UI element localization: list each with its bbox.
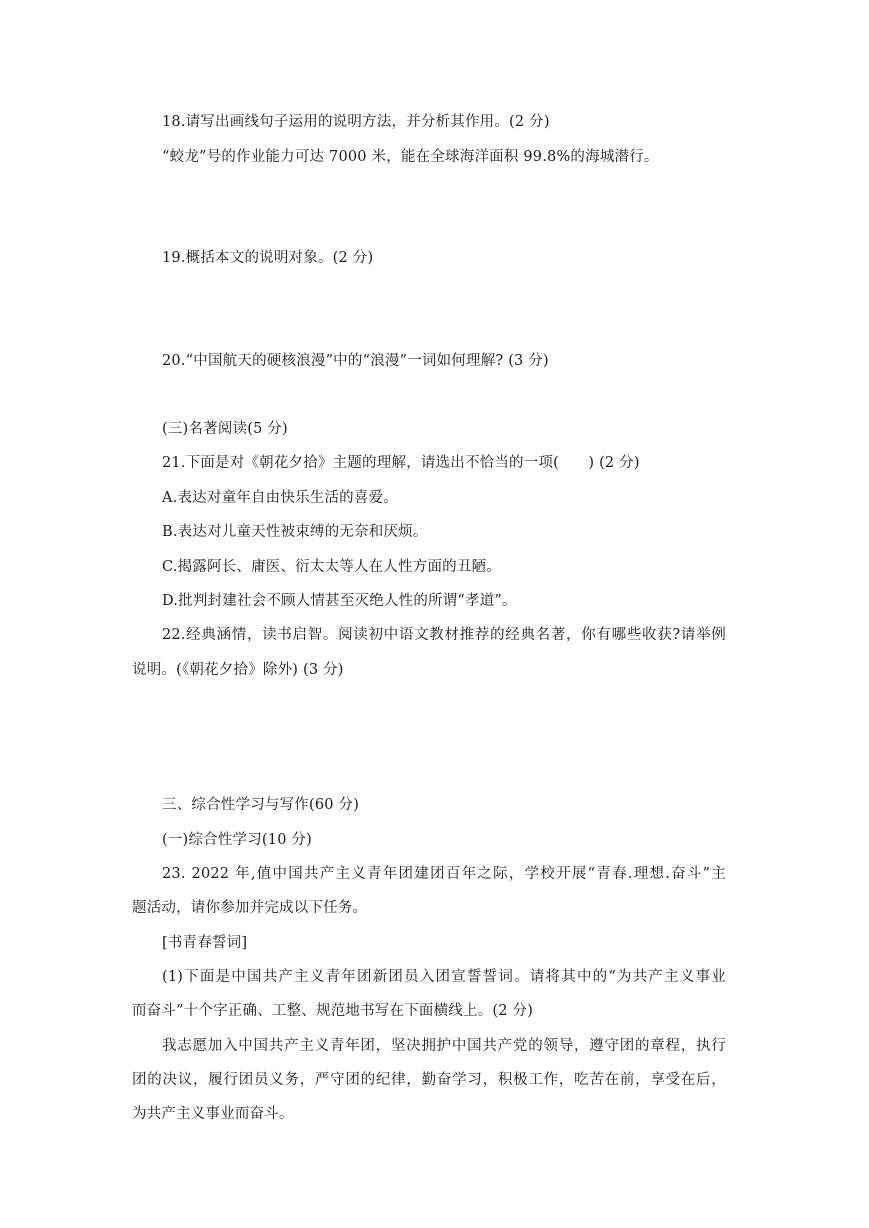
q21-title: 21.下面是对《朝花夕拾》主题的理解，请选出不恰当的一项( ) (2 分) (162, 455, 640, 471)
q21-option-c: C.揭露阿长、庸医、衍太太等人在人性方面的丑陋。 (162, 559, 501, 575)
q20-title: 20.“中国航天的硬核浪漫”中的“浪漫”一词如何理解? (3 分) (162, 353, 549, 369)
oath-line1: 我志愿加入中国共产主义青年团，坚决拥护中国共产党的领导，遵守团的章程，执行 (162, 1038, 726, 1054)
part-heading-writing: 三、综合性学习与写作(60 分) (162, 797, 360, 813)
subsection-heading-comprehensive: (一)综合性学习(10 分) (162, 832, 312, 848)
section-heading-classics: (三)名著阅读(5 分) (162, 421, 288, 437)
q23-line1: 23. 2022 年,值中国共产主义青年团建团百年之际，学校开展“青春.理想.奋斗”主 (162, 866, 726, 882)
q18-quote: “蛟龙”号的作业能力可达 7000 米，能在全球海洋面积 99.8%的海城潜行。 (162, 149, 659, 165)
q22-line2: 说明。(《朝花夕拾》除外) (3 分) (132, 662, 344, 678)
task1-line1: (1)下面是中国共产主义青年团新团员入团宣誓誓词。请将其中的“为共产主义事业 (162, 969, 726, 985)
oath-line3: 为共产主义事业而奋斗。 (132, 1106, 294, 1122)
q19-title: 19.概括本文的说明对象。(2 分) (162, 250, 374, 266)
q21-option-b: B.表达对儿童天性被束缚的无奈和厌烦。 (162, 524, 428, 540)
q21-option-d: D.批判封建社会不顾人情甚至灭绝人性的所谓“孝道”。 (162, 593, 517, 609)
task-label: [书青春誓词] (162, 935, 248, 951)
task1-line2: 而奋斗”十个字正确、工整、规范地书写在下面横线上。(2 分) (132, 1003, 534, 1019)
q23-line2: 题活动，请你参加并完成以下任务。 (132, 900, 368, 916)
q22-line1: 22.经典涵情，读书启智。阅读初中语文教材推荐的经典名著，你有哪些收获?请举例 (162, 627, 726, 643)
oath-line2: 团的决议，履行团员义务，严守团的纪律，勤奋学习，积极工作，吃苦在前，享受在后， (132, 1072, 726, 1088)
q21-option-a: A.表达对童年自由快乐生活的喜爱。 (162, 490, 398, 506)
q18-title: 18.请写出画线句子运用的说明方法，并分析其作用。(2 分) (162, 114, 550, 130)
